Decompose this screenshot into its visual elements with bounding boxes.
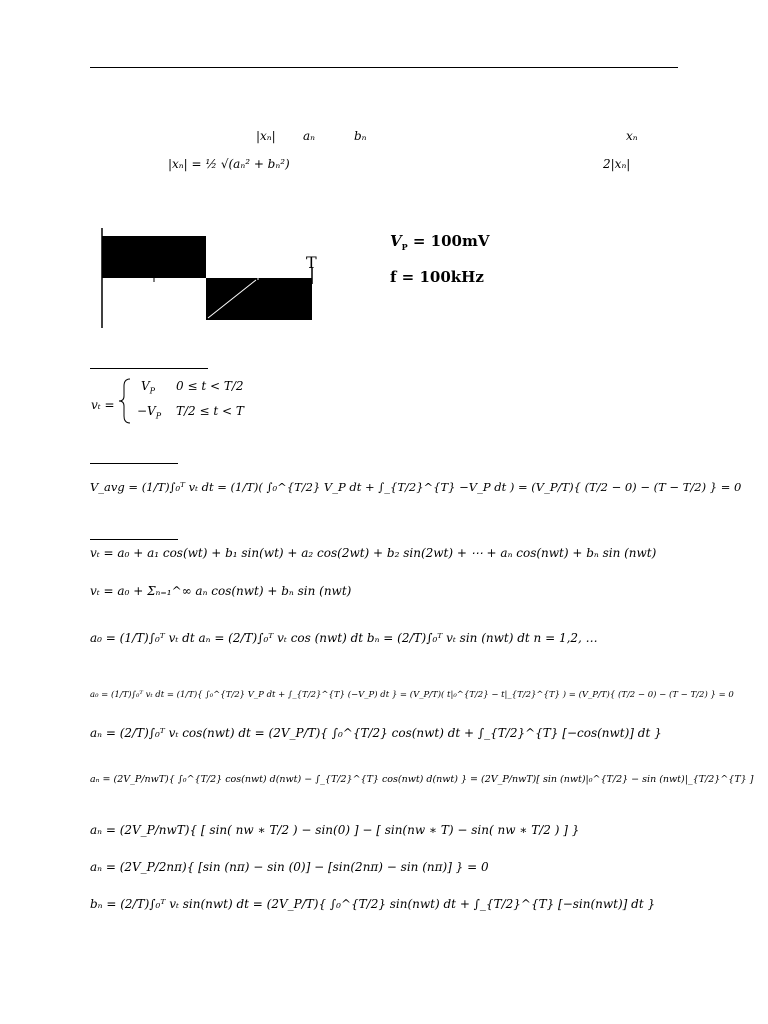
header-bn: bₙ — [354, 129, 367, 143]
equation-series-full: vₜ = a₀ + a₁ cos(wt) + b₁ sin(wt) + a₂ cos(2wt) + b₂ sin(2wt) + ⋯ + aₙ cos(nwt) + bₙ sin (nwt) — [90, 546, 657, 560]
equation-an-calc4: aₙ = (2V_P/2nπ){ [sin (nπ) − sin (0)] − [sin(2nπ) − sin (nπ)] } = 0 — [90, 860, 489, 874]
param-vp-value: = 100mV — [412, 232, 490, 250]
piecewise-row1-condition: 0 ≤ t < T/2 — [176, 379, 244, 393]
series-rule — [90, 539, 178, 540]
piecewise-row2-value: $-V_P$ — [137, 404, 162, 421]
piecewise-brace — [118, 378, 132, 424]
header-two-abs-xn: 2|xₙ| — [603, 157, 631, 171]
vavg-rule — [90, 463, 178, 464]
piecewise-rule — [90, 368, 208, 369]
header-abs-xn: |xₙ| — [256, 129, 276, 143]
waveform-negative-half — [206, 278, 312, 320]
param-f: f = 100kHz — [390, 268, 484, 286]
waveform-period-label: T — [306, 253, 317, 272]
piecewise-row1-value: $V_P$ — [141, 379, 156, 396]
square-wave-figure — [96, 224, 326, 332]
equation-vavg: V_avg = (1/T)∫₀ᵀ vₜ dt = (1/T)( ∫₀^{T/2} V_P dt + ∫_{T/2}^{T} −V_P dt ) = (V_P/T){ (T/2 − 0) − (T − T/2) } = 0 — [90, 480, 742, 494]
equation-an-calc3: aₙ = (2V_P/nwT){ [ sin( nw ∗ T/2 ) − sin(0) ] − [ sin(nw ∗ T) − sin( nw ∗ T/2 ) ] } — [90, 823, 580, 837]
header-xn: xₙ — [626, 129, 638, 143]
param-vp — [390, 231, 490, 257]
param-vp-symbol: V — [390, 232, 402, 250]
magnitude-formula: |xₙ| = ½ √(aₙ² + bₙ²) — [168, 157, 290, 171]
equation-coefficient-definitions: a₀ = (1/T)∫₀ᵀ vₜ dt aₙ = (2/T)∫₀ᵀ vₜ cos (nwt) dt bₙ = (2/T)∫₀ᵀ vₜ sin (nwt) dt n = 1,2, … — [90, 631, 598, 645]
equation-series-sum: vₜ = a₀ + Σₙ₌₁^∞ aₙ cos(nwt) + bₙ sin (nwt) — [90, 584, 352, 598]
piecewise-lhs: vₜ = — [91, 398, 115, 412]
header-an: aₙ — [303, 129, 316, 143]
equation-a0-calc: a₀ = (1/T)∫₀ᵀ vₜ dt = (1/T){ ∫₀^{T/2} V_P dt + ∫_{T/2}^{T} (−V_P) dt } = (V_P/T)( t|₀^{T/2} − t|_{T/2}^{T} ) = (V_P/T){ (T/2 − 0) − (T − T/2) } = 0 — [90, 690, 734, 700]
equation-bn-calc1: bₙ = (2/T)∫₀ᵀ vₜ sin(nwt) dt = (2V_P/T){ ∫₀^{T/2} sin(nwt) dt + ∫_{T/2}^{T} [−sin(nwt)] dt } — [90, 897, 656, 911]
param-vp-sub: P — [401, 242, 408, 252]
equation-an-calc2: aₙ = (2V_P/nwT){ ∫₀^{T/2} cos(nwt) d(nwt) − ∫_{T/2}^{T} cos(nwt) d(nwt) } = (2V_P/nwT)[ sin (nwt)|₀^{T/2} − sin (nwt)|_{T/2}^{T} ] — [90, 774, 754, 785]
top-rule — [90, 67, 678, 68]
waveform-positive-half — [102, 236, 206, 278]
equation-an-calc1: aₙ = (2/T)∫₀ᵀ vₜ cos(nwt) dt = (2V_P/T){ ∫₀^{T/2} cos(nwt) dt + ∫_{T/2}^{T} [−cos(nwt)] dt } — [90, 726, 662, 740]
piecewise-row2-condition: T/2 ≤ t < T — [176, 404, 244, 418]
